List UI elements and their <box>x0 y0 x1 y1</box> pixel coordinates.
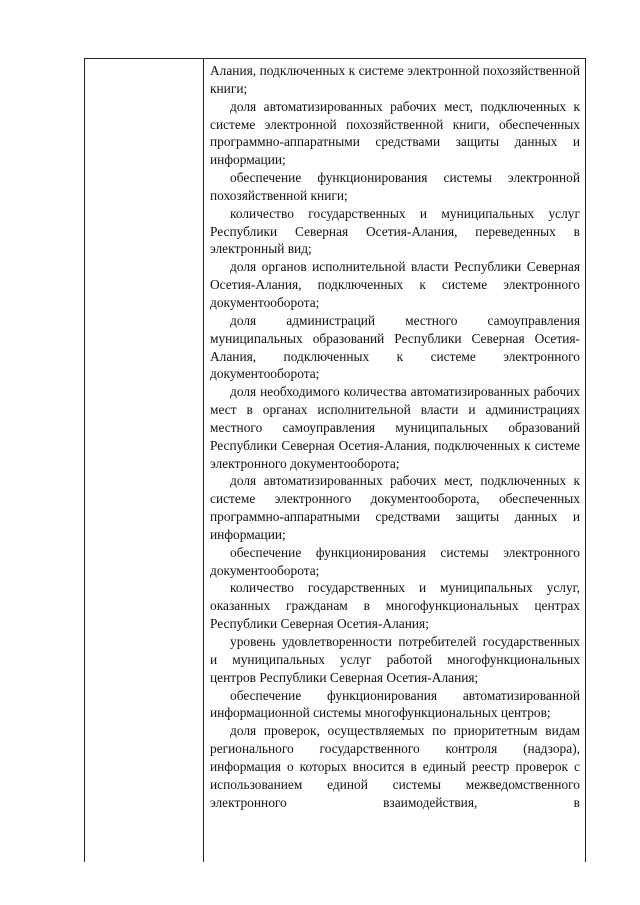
paragraph-5: доля органов исполнительной власти Республики Северная Осетия-Алания, подключенных к системе электронного документооборота; <box>210 259 580 310</box>
paragraph-13: доля проверок, осуществляемых по приоритетным видам регионального государственного контроля (надзора), информация о которых вносится в единый реестр проверок с использованием единой системы межведомственного электронного взаимодействия, в <box>210 723 580 810</box>
paragraph-3: обеспечение функционирования системы электронной похозяйственной книги; <box>210 170 580 203</box>
column-divider <box>203 59 204 862</box>
paragraph-7: доля необходимого количества автоматизированных рабочих мест в органах исполнительной власти и администрациях местного самоуправления муниципальных образований Республики Северная Осетия-Алания, подключенных к системе электронного документооборота; <box>210 384 580 471</box>
paragraph-1: Алания, подключенных к системе электронной похозяйственной книги; <box>210 63 580 96</box>
paragraph-2: доля автоматизированных рабочих мест, подключенных к системе электронной похозяйственной книги, обеспеченных программно-аппаратными средствами защиты данных и информации; <box>210 98 580 168</box>
paragraph-4: количество государственных и муниципальных услуг Республики Северная Осетия-Алания, переведенных в электронный вид; <box>210 205 580 257</box>
paragraph-6: доля администраций местного самоуправления муниципальных образований Республики Северная Осетия-Алания, подключенных к системе электронного документооборота; <box>210 312 580 382</box>
paragraph-9: обеспечение функционирования системы электронного документооборота; <box>210 544 580 578</box>
table-fragment <box>84 58 586 862</box>
paragraph-12: обеспечение функционирования автоматизированной информационной системы многофункциональных центров; <box>210 687 580 721</box>
paragraph-10: количество государственных и муниципальных услуг, оказанных гражданам в многофункциональных центрах Республики Северная Осетия-Алания; <box>210 580 580 632</box>
paragraph-11: уровень удовлетворенности потребителей государственных и муниципальных услуг работой многофункциональных центров Республики Северная Осетия-Алания; <box>210 634 580 685</box>
indicators-cell <box>210 62 580 811</box>
paragraph-8: доля автоматизированных рабочих мест, подключенных к системе электронного документооборота, обеспеченных программно-аппаратными средствами защиты данных и информации; <box>210 473 580 542</box>
